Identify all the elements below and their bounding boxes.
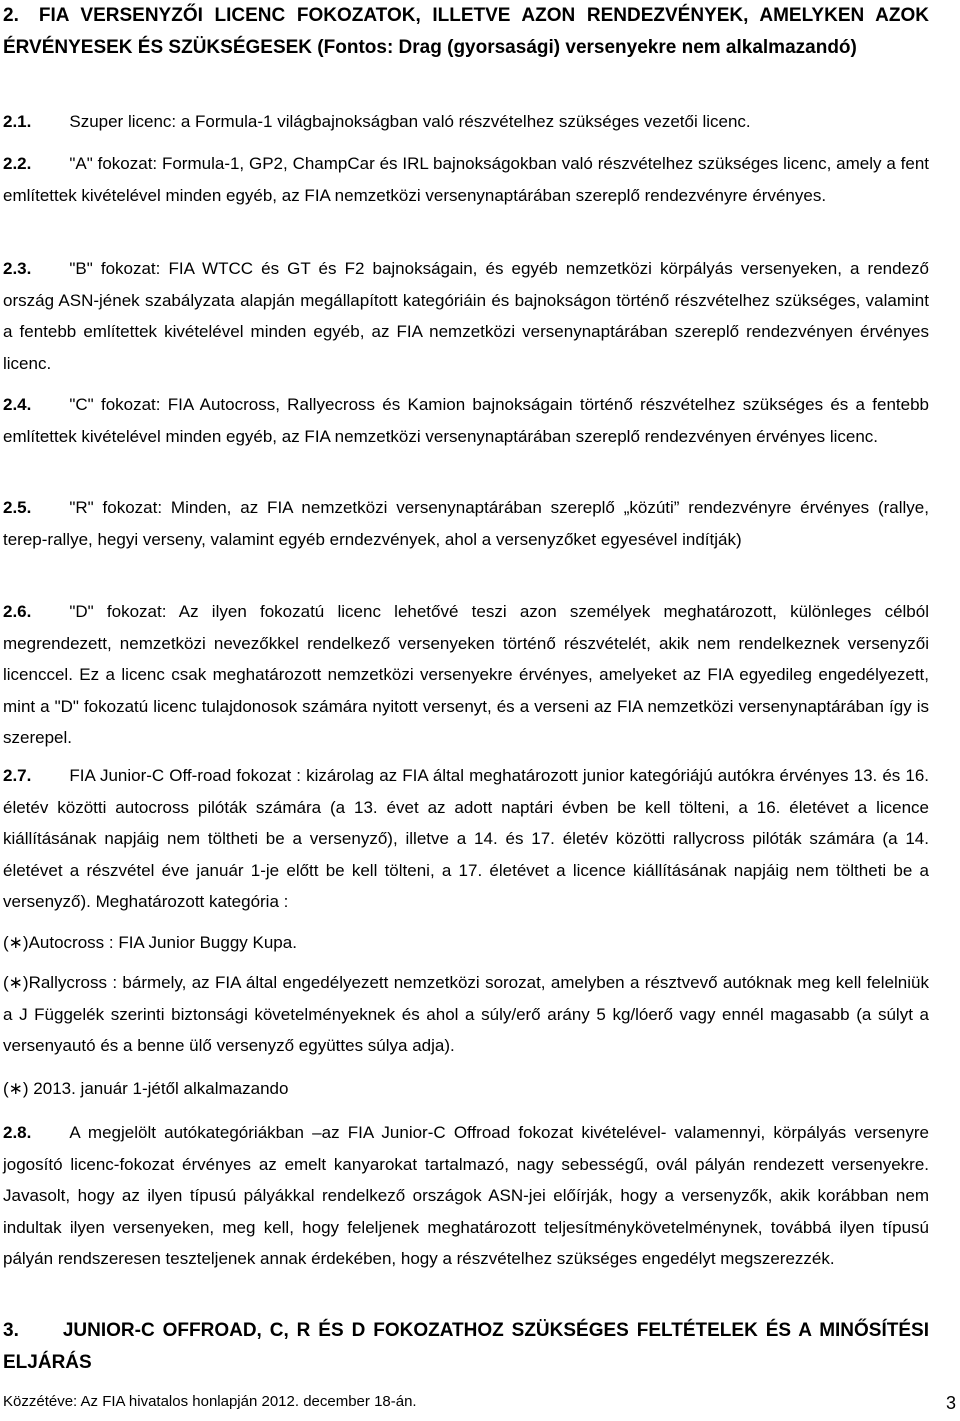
section-2-1-text: Szuper licenc: a Formula-1 világbajnokságban való részvételhez szükséges vezetői licenc. (69, 112, 751, 131)
section-2-6-text: "D" fokozat: Az ilyen fokozatú licenc lehetővé teszi azon személyek meghatározott, különleges célból megrendezett, nemzetközi nevezőkkel rendelkező versenyeken történő részvételét, akik nem rendelkeznek versenyzői licenccel. Ez a licenc csak meghatározott nemzetközi versenyekre érvényes, amelyeket az FIA egyedileg engedélyezett, mint a "D" fokozatú licenc tulajdonosok számára nyitott versenyt, és a verseni az FIA nemzetközi versenynaptárában így is szerepel. (3, 602, 929, 747)
section-2-7 (3, 760, 929, 918)
section-2-5 (3, 492, 929, 555)
section-3-number: 3. (3, 1320, 19, 1341)
section-2-number: 2. (3, 5, 19, 26)
section-2-2 (3, 148, 929, 211)
section-2-3 (3, 253, 929, 379)
section-2-2-number: 2.2. (3, 154, 32, 173)
section-2-6-number: 2.6. (3, 602, 32, 621)
section-2-1 (3, 106, 929, 138)
section-2-4-text: "C" fokozat: FIA Autocross, Rallyecross és Kamion bajnokságain történő részvételhez szükséges és a fentebb említettek kivételével minden egyéb, az FIA nemzetközi versenynaptárában szereplő rendezvényen érvényes licenc. (3, 395, 929, 446)
section-2-5-number: 2.5. (3, 498, 32, 517)
section-2-heading (3, 0, 929, 64)
note-rallycross: (∗)Rallycross : bármely, az FIA által engedélyezett nemzetközi sorozat, amelyben a résztvevő autóknak meg kell felelniük a J Függelék szerinti biztonsági követelményeknek és ahol a súly/erő arány 5 kg/lóerő vagy ennél magasabb (a súlyt a versenyautó és a benne ülő versenyző együttes súlya adja). (3, 973, 929, 1055)
section-2-3-number: 2.3. (3, 259, 32, 278)
section-2-7-number: 2.7. (3, 766, 32, 785)
note-effective-date: (∗) 2013. január 1-jétől alkalmazando (3, 1079, 289, 1098)
section-2-8-number: 2.8. (3, 1123, 32, 1142)
section-2-8 (3, 1117, 929, 1275)
note-autocross: (∗)Autocross : FIA Junior Buggy Kupa. (3, 933, 297, 952)
page-number: 3 (945, 1393, 956, 1413)
section-2-5-text: "R" fokozat: Minden, az FIA nemzetközi versenynaptárában szereplő „közúti” rendezvényre érvényes (rallye, terep-rallye, hegyi verseny, valamint egyéb erndezvények, ahol a versenyzőket egyesével indítják) (3, 498, 929, 549)
section-2-8-text: A megjelölt autókategóriákban –az FIA Junior-C Offroad fokozat kivételével- valamennyi, körpályás versenyre jogosító licenc-fokozat érvényes az emelt kanyarokat tartalmazó, nagy sebességű, ovál pályán rendezett versenyekre. Javasolt, hogy az ilyen típusú pályákkal rendelkező országok ASN-jei előírják, hogy a versenyzők, akik korábban nem indultak ilyen versenyeken, meg kell, hogy feleljenek meghatározott teljesítménykövetelménynek, továbbá ilyen típusú pályán rendszeresen teszteljenek annak érdekében, hogy a részvételhez szükséges engedélyt megszerezzék. (3, 1123, 929, 1268)
section-3-heading (3, 1315, 929, 1379)
section-3-title: JUNIOR-C OFFROAD, C, R ÉS D FOKOZATHOZ SZÜKSÉGES FELTÉTELEK ÉS A MINŐSÍTÉSI ELJÁRÁS (3, 1320, 929, 1373)
section-2-6 (3, 596, 929, 754)
footer-text: Közzétéve: Az FIA hivatalos honlapján 2012. december 18-án. (3, 1393, 417, 1410)
section-2-4-number: 2.4. (3, 395, 32, 414)
section-2-4 (3, 389, 929, 452)
section-2-7-text: FIA Junior-C Off-road fokozat : kizárolag az FIA által meghatározott junior kategóriájú autókra érvényes 13. és 16. életév közötti autocross pilóták számára (a 13. évet az adott naptári évben be kell tölteni, a 16. életévet a licence kiállításának napjáig nem töltheti be a versenyző), illetve a 14. és 17. életév közötti rallycross pilóták számára (a 14. életévet a részvétel éve január 1-je előtt be kell tölteni, a 17. életévet a licence kiállításának napjáig nem töltheti be a versenyző). Meghatározott kategória : (3, 766, 929, 911)
section-2-title: FIA VERSENYZŐI LICENC FOKOZATOK, ILLETVE AZON RENDEZVÉNYEK, AMELYKEN AZOK ÉRVÉNYESEK ÉS SZÜKSÉGESEK (Fontos: Drag (gyorsasági) versenyekre nem alkalmazandó) (3, 5, 929, 58)
section-2-2-text: "A" fokozat: Formula-1, GP2, ChampCar és IRL bajnokságokban való részvételhez szükséges licenc, amely a fent említettek kivételével minden egyéb, az FIA nemzetközi versenynaptárában szereplő rendezvényre érvényes. (3, 154, 929, 205)
section-2-1-number: 2.1. (3, 112, 32, 131)
section-2-3-text: "B" fokozat: FIA WTCC és GT és F2 bajnokságain, és egyéb nemzetközi körpályás versenyeken, a rendező ország ASN-jének szabályzata alapján megállapított kategóriáin és bajnokságon történő részvételhez szükséges, valamint a fentebb említettek kivételével minden egyéb, az FIA nemzetközi versenynaptárában szereplő rendezvényen érvényes licenc. (3, 259, 929, 373)
